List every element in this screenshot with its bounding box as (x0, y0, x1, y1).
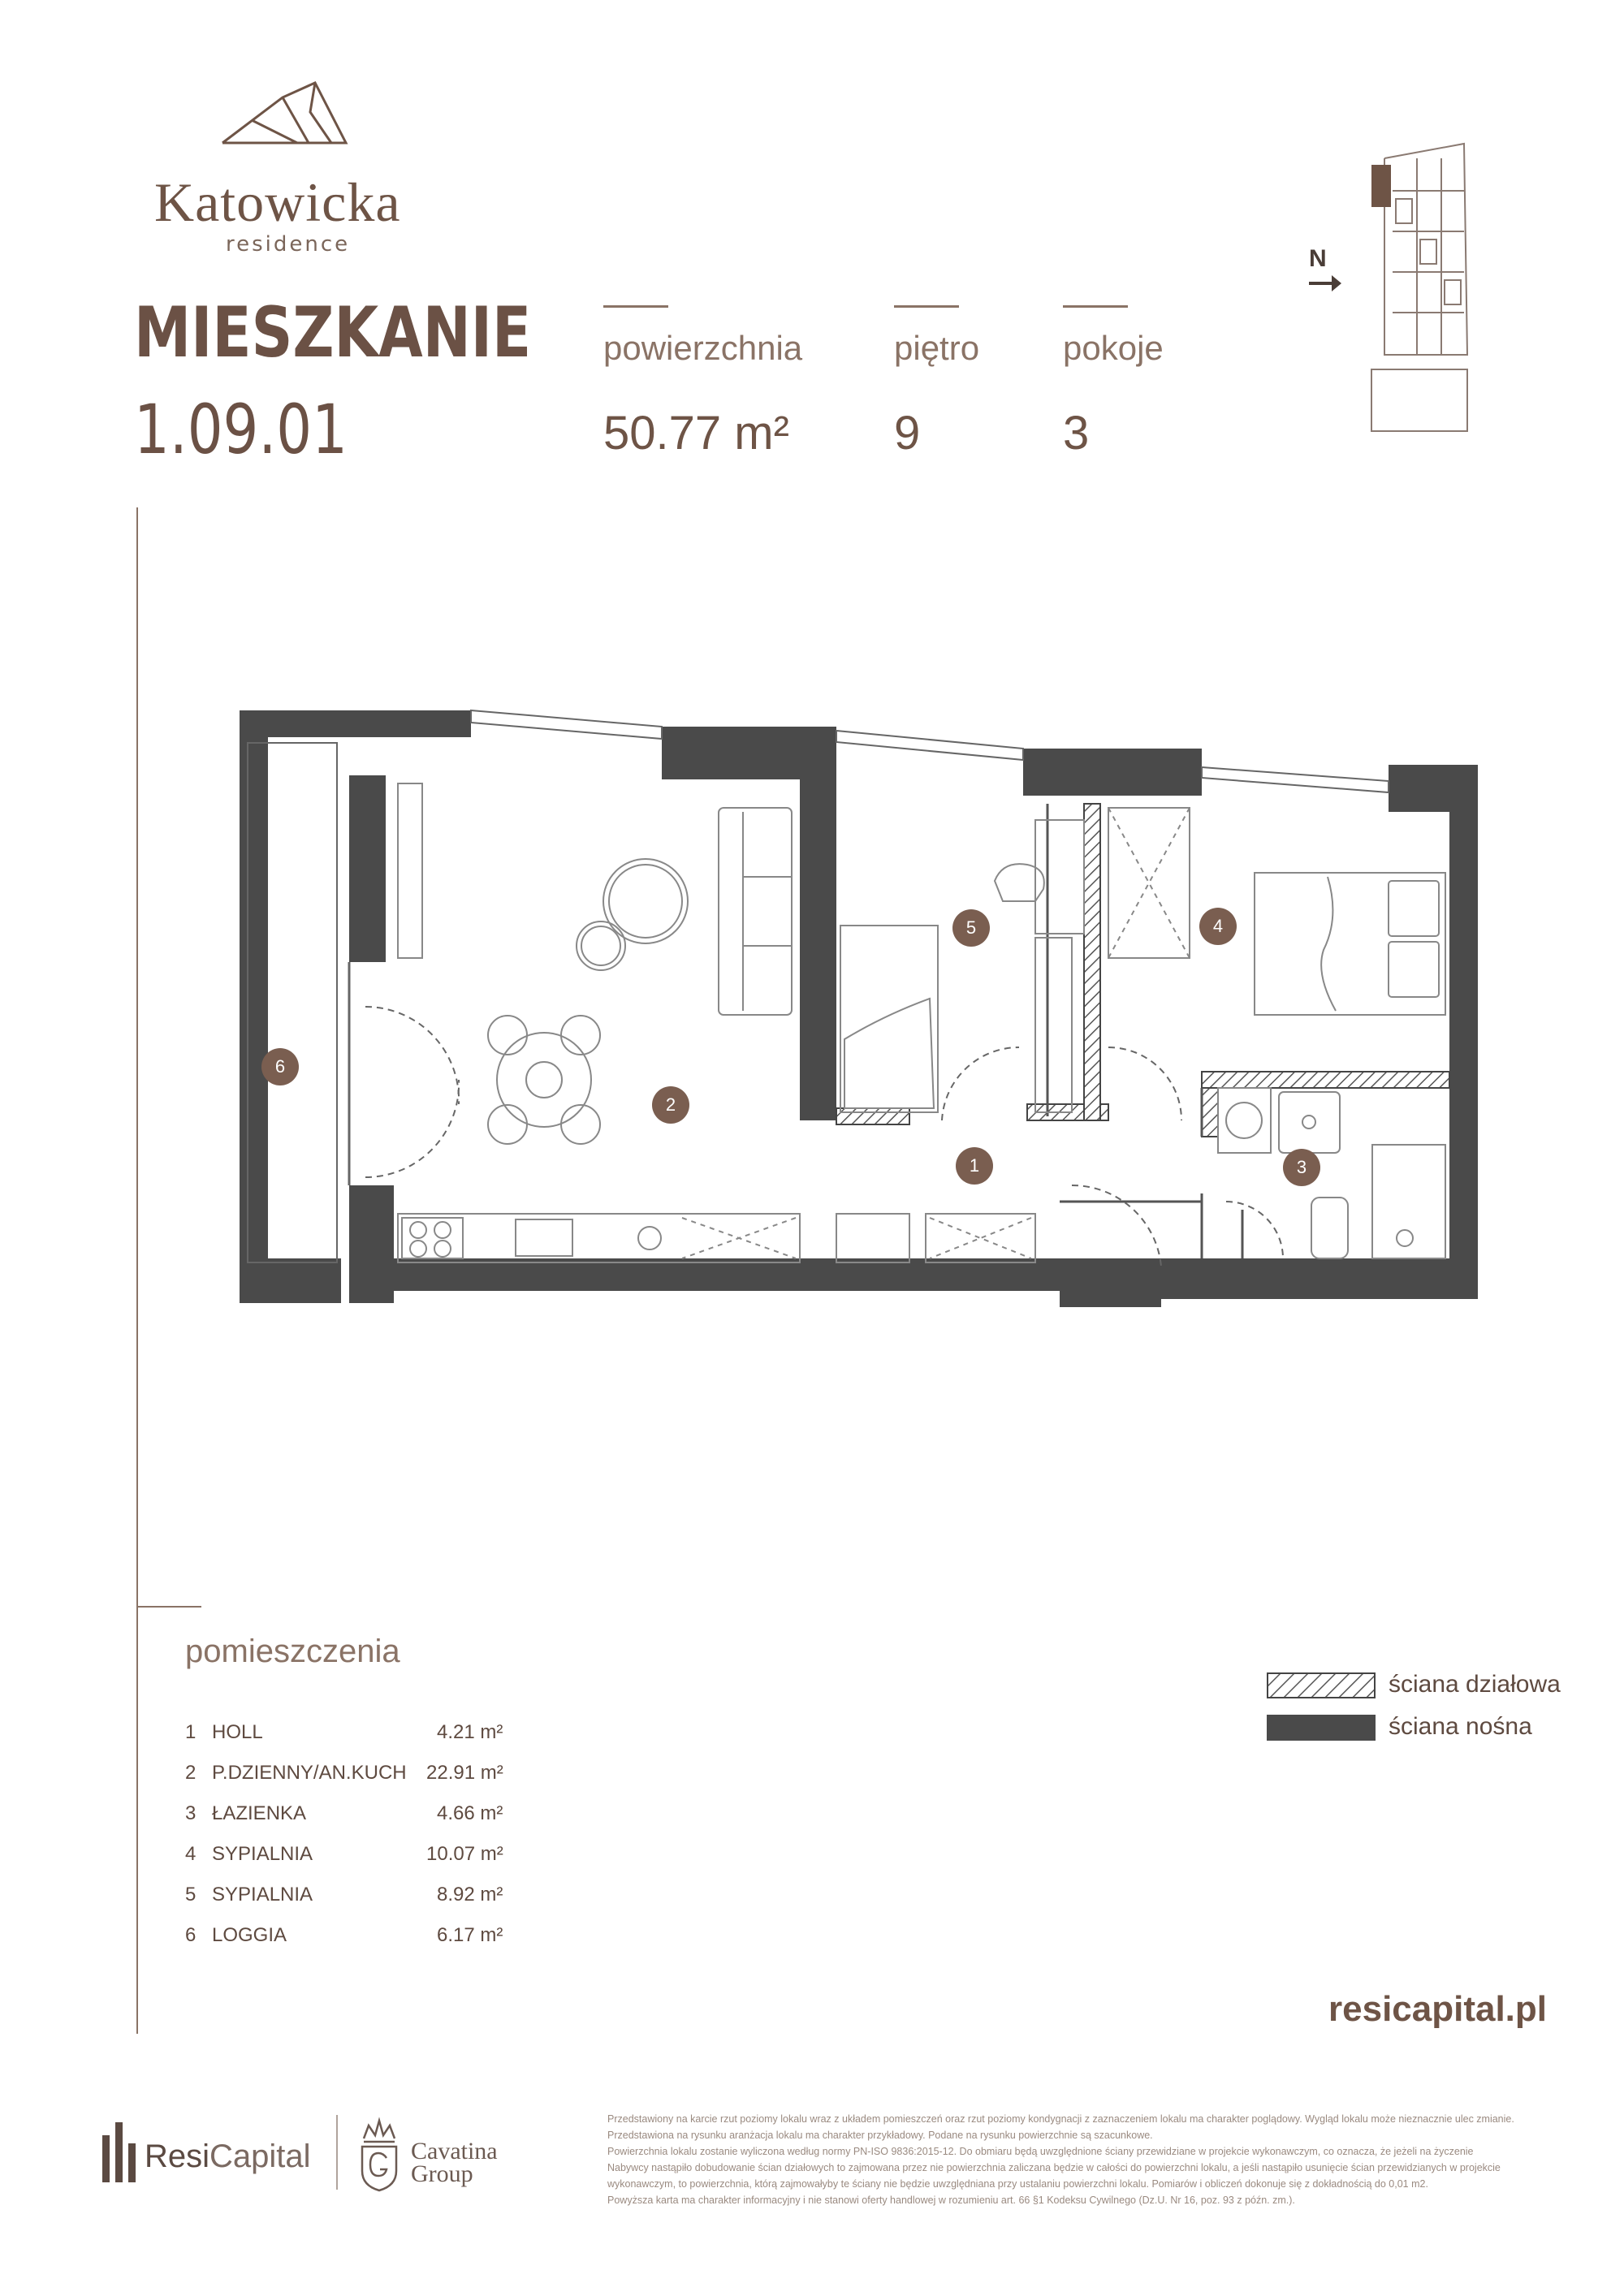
stat-label-area: powierzchnia (603, 329, 803, 367)
room-name: LOGGIA (212, 1924, 287, 1946)
legend-solid-swatch (1267, 1715, 1376, 1741)
room-area: 4.66 m² (437, 1802, 503, 1824)
room-area: 8.92 m² (437, 1884, 503, 1905)
disclaimer-line: wykonawczym, to powierzchnia, którą zajmowałyby te ściany nie będzie uwzględniana przy ustalaniu powierzchni lokalu. Pomiarów i obliczeń dokonuje się z dokładnością do 0,01 m2. (607, 2178, 1428, 2190)
resicapital-logo-text (145, 2138, 311, 2175)
legend-label-bearing: ściana nośna (1389, 1713, 1532, 1740)
key-plan-icon (1368, 142, 1474, 436)
room-number: 6 (185, 1924, 197, 1946)
legend-hatched-swatch (1267, 1672, 1376, 1698)
room-area: 10.07 m² (426, 1843, 503, 1865)
table-row (185, 1802, 510, 1843)
disclaimer-line: Przedstawiona na rysunku aranżacja lokalu ma charakter przykładowy. Podane na rysunku powierzchnie są szacunkowe. (607, 2130, 1153, 2141)
cavatina-line-2: Group (411, 2160, 473, 2187)
page-title: MIESZKANIE (134, 292, 532, 373)
room-number: 3 (185, 1802, 197, 1824)
north-label: N (1309, 245, 1327, 272)
room-badge-3: 3 (1283, 1149, 1320, 1186)
brand-name: Katowicka (154, 171, 401, 233)
room-name: HOLL (212, 1721, 263, 1743)
room-number: 5 (185, 1884, 197, 1905)
table-row (185, 1721, 510, 1762)
stat-rule (894, 305, 959, 308)
mountain-logo-icon (219, 80, 349, 146)
disclaimer-line: Nabywcy nastąpiło dobudowanie ścian działowych to zajmowana przez nie powierzchnia zaliczana będzie w całości do powierzchni lokalu, a jeśli nastąpiło usunięcie ścian przewidzianych w projekcie (607, 2162, 1501, 2173)
disclaimer-line: Powierzchnia lokalu zostanie wyliczona według normy PN-ISO 9836:2015-12. Do obmiaru będą uwzględnione ściany przewidziane w projekcie wykonawczym, co oznacza, że jeżeli na życzenie (607, 2146, 1474, 2157)
cavatina-line-1: Cavatina (411, 2138, 498, 2164)
table-row (185, 1884, 510, 1924)
stat-label-floor: piętro (894, 329, 980, 367)
table-row (185, 1924, 510, 1965)
table-row (185, 1843, 510, 1884)
floor-plan (235, 706, 1486, 1307)
disclaimer-line: Przedstawiony na karcie rzut poziomy lokalu wraz z układem pomieszczeń oraz rzut poziomy kondygnacji z zaznaczeniem lokalu ma charakter poglądowy. Wygląd lokalu może nieznacznie ulec zmianie. (607, 2113, 1514, 2125)
room-area: 6.17 m² (437, 1924, 503, 1946)
room-name: SYPIALNIA (212, 1884, 313, 1905)
room-number: 2 (185, 1762, 197, 1784)
room-badge-5: 5 (952, 909, 990, 947)
disclaimer (607, 2111, 1533, 2208)
stat-rule (1063, 305, 1128, 308)
brand-subtitle: residence (226, 232, 351, 257)
room-number: 1 (185, 1721, 197, 1743)
room-badge-2: 2 (652, 1086, 689, 1124)
room-name: P.DZIENNY/AN.KUCH (212, 1762, 407, 1784)
website-link[interactable]: resicapital.pl (1328, 1989, 1548, 2029)
unit-number: 1.09.01 (134, 390, 348, 469)
resicapital-logo-icon (101, 2119, 138, 2184)
stat-value-floor: 9 (894, 407, 921, 460)
stat-value-area: 50.77 m² (603, 407, 789, 460)
stat-rule (603, 305, 668, 308)
disclaimer-line: Powyższa karta ma charakter informacyjny i nie stanowi oferty handlowej w rozumieniu art. 66 §1 Kodeksu Cywilnego (Dz.U. Nr 16, poz. 93 z późn. zm.). (607, 2195, 1295, 2206)
resi-text: Resi (145, 2138, 210, 2174)
room-area: 22.91 m² (426, 1762, 503, 1784)
cavatina-crest-icon (357, 2114, 401, 2192)
room-badge-6: 6 (261, 1048, 299, 1085)
room-name: ŁAZIENKA (212, 1802, 307, 1824)
room-badge-4: 4 (1199, 908, 1237, 945)
room-badge-1: 1 (956, 1147, 993, 1185)
stat-label-rooms: pokoje (1063, 329, 1164, 367)
cavatina-logo-text (411, 2140, 498, 2186)
stat-value-rooms: 3 (1063, 407, 1090, 460)
rooms-title: pomieszczenia (185, 1634, 400, 1669)
frame-line (136, 507, 138, 2034)
table-row (185, 1762, 510, 1802)
room-number: 4 (185, 1843, 197, 1865)
capital-text: Capital (209, 2138, 311, 2174)
frame-tick (136, 1606, 201, 1608)
room-area: 4.21 m² (437, 1721, 503, 1743)
legend-label-partition: ściana działowa (1389, 1671, 1561, 1698)
room-name: SYPIALNIA (212, 1843, 313, 1865)
north-arrow-icon (1307, 273, 1343, 294)
footer-divider (336, 2115, 338, 2190)
